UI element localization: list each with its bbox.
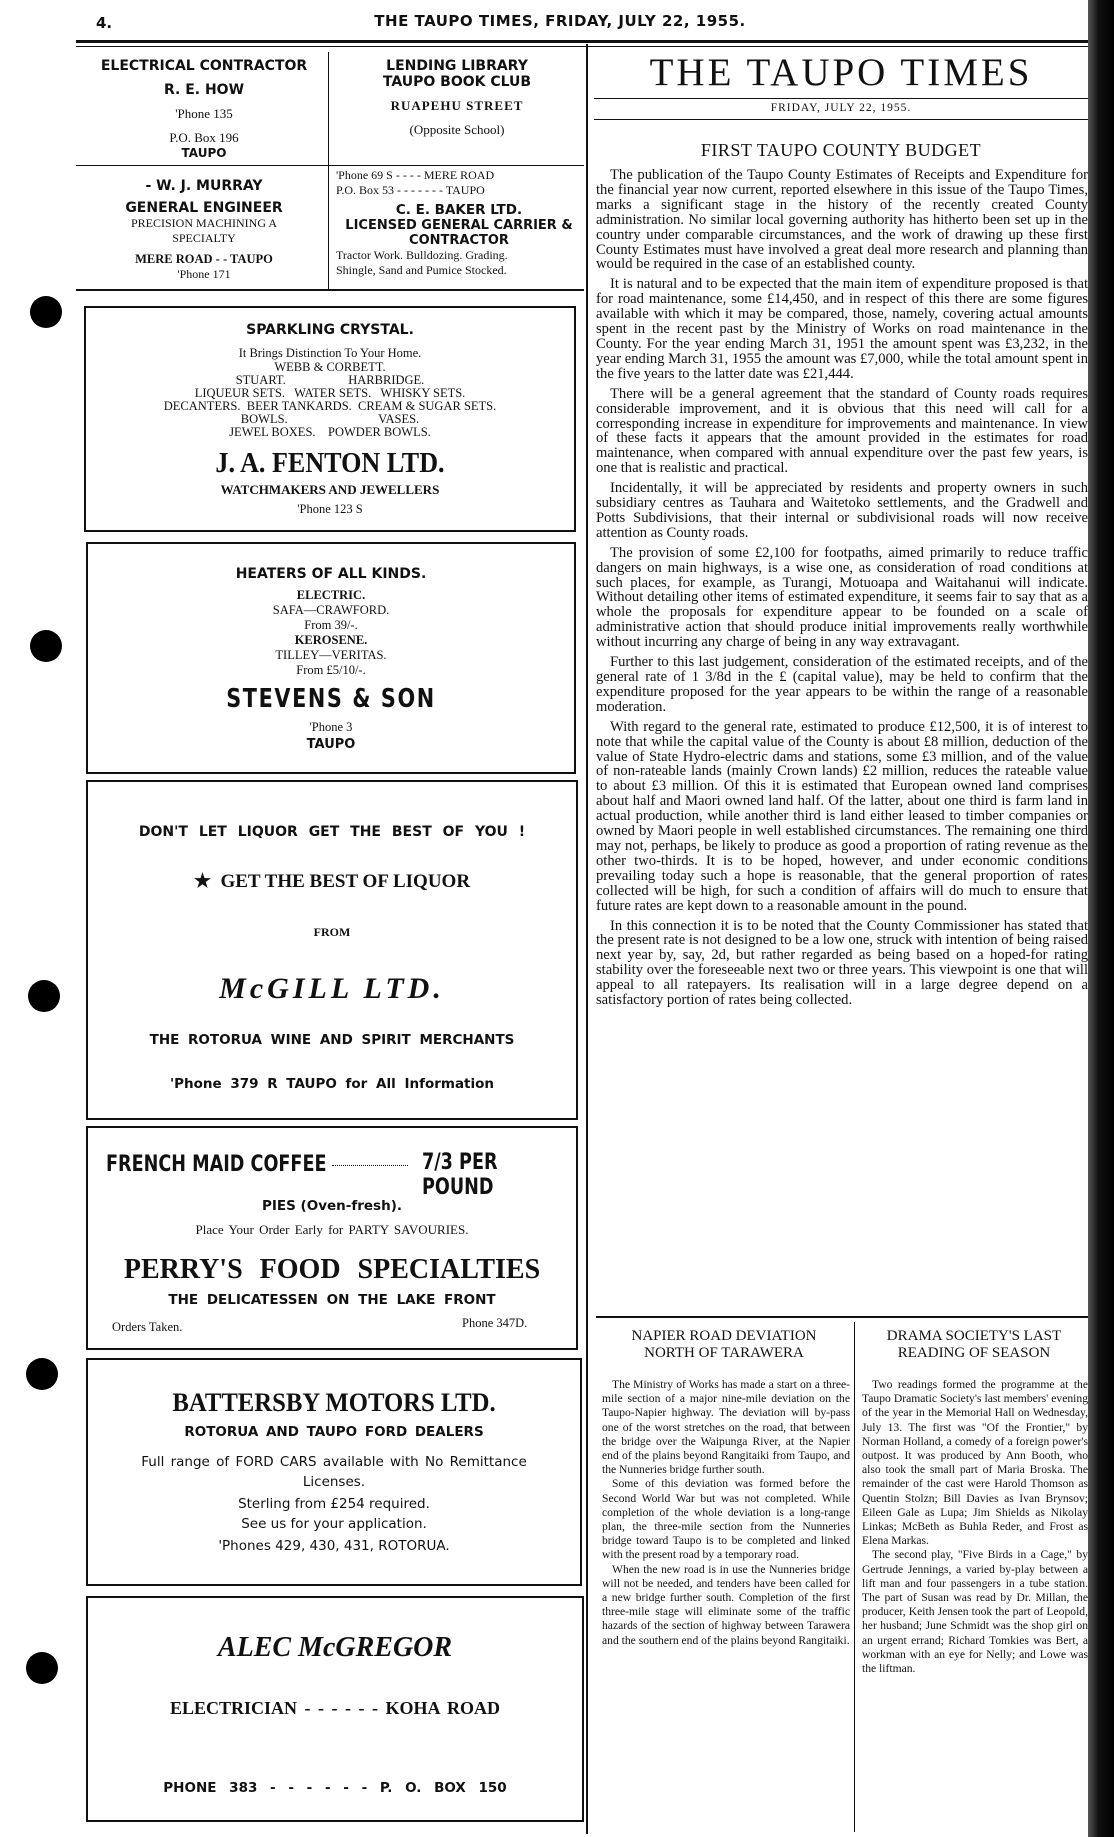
ad-fenton — [84, 306, 576, 532]
ad-line: DON'T LET LIQUOR GET THE BEST OF YOU ! — [138, 824, 526, 840]
ad-price: From £5/10/-. — [296, 663, 366, 677]
ad-pies: PIES (Oven-fresh). — [261, 1198, 402, 1214]
small-ads-bottom-rule — [76, 289, 584, 291]
small-ads-mid-rule — [76, 165, 584, 166]
punch-hole — [30, 296, 62, 328]
ad-town: TAUPO — [306, 737, 356, 752]
paper-title: THE TAUPO TIMES — [649, 51, 1033, 94]
article-paragraph: When the new road is in use the Nunneries bridge will not be needed, and tenders have been called for a new bridge further south. Completion of the first three-mile stage will eliminate some of the traffic hazards of the section of highway between Tarawera and the southern end of the plains beyond Rangitaiki. — [602, 1562, 850, 1647]
punch-hole — [30, 630, 62, 662]
ad-name: - W. J. MURRAY — [145, 178, 263, 194]
ad-services: Tractor Work. Bulldozing. Grading. — [336, 248, 508, 262]
ad-tagline: It Brings Distinction To Your Home. — [238, 346, 422, 360]
ad-line: WEBB & CORBETT. — [274, 360, 386, 374]
top-rule-thin — [76, 46, 1090, 47]
ad-trade: ELECTRICIAN - - - - - - KOHA ROAD — [170, 1698, 500, 1718]
ad-subtitle: TAUPO BOOK CLUB — [382, 74, 532, 90]
article-paragraph: Further to this last judgement, consideration of the estimated receipts, and of the general rate of 1 3/8d in the £ (capital value), may be held to confirm that the expenditure proposed for the year appears to be within the range of a reasonable moderation. — [596, 654, 1088, 715]
ad-headline — [88, 870, 576, 893]
article-paragraph: The Ministry of Works has made a start on a three-mile section of a major nine-mile deviation on the Taupo-Napier highway. The deviation will by-pass one of the worst stretches on the road, that between the bridge over the Waipunga River, at the Napier end of the plains beyond Rangitaiki from Taupo, and the Nunneries bridge further south. — [602, 1378, 850, 1477]
small-ads-divider — [328, 52, 329, 290]
article-paragraph: The second play, "Five Birds in a Cage," by Gertrude Jennings, a varied by-play between a lift man and four passengers in a tube station. The part of Susan was read by Dr. Millan, the producer, Keith Jensen took the part of Leopold, her husband; June Schmidt was the shop girl on an urgent errand; Richard Tomkies was Bert, a workman with an eye for Nelly; and Lowe was the liftman. — [862, 1548, 1088, 1676]
ad-address: MERE ROAD - - TAUPO — [135, 252, 273, 266]
ad-title: GENERAL ENGINEER — [125, 200, 283, 216]
ad-from: FROM — [313, 925, 351, 939]
article-paragraph: With regard to the general rate, estimated to produce £12,500, it is of interest to note that while the capital value of the County is about £8 million, deduction of the value of State Hydro-electric dams and stations, some £3 million, and of the value of non-rateable lands (mainly Crown lands) £2 million, reduces the rateable value to about £3 million. Of this it is estimated that European owned land comprises about half and Maori owned land half. Of the latter, about one third is farm land in actual production, while another third is land either leased to timber companies or owned by Maori people in well established circumstances. The remaining one third may not, perhaps, be likely to produce as good a proportion of rating revenue as the other two-thirds. It is to be hoped, however, and under economic conditions prevailing today such a hope is reasonable, that the general proportion of rates collected will be high, for such a condition of affairs will do much to ensure that future rates are kept down to a reasonable amount in the pound. — [596, 718, 1088, 914]
ad-title: SPARKLING CRYSTAL. — [246, 322, 414, 338]
ad-sub: ROTORUA AND TAUPO FORD DEALERS — [184, 1424, 484, 1440]
editorial-rule — [594, 98, 1088, 99]
ad-line: JEWEL BOXES. POWDER BOWLS. — [229, 425, 431, 439]
article-paragraph: It is natural and to be expected that the main item of expenditure proposed is that for road maintenance, some £14,450, and in respect of this there are some figures available with which it may be compared, those, namely, covering actual amounts spent in the recent past by the Ministry of Works on road maintenance in the County. For the year ending March 31, 1951 the amount spent was £3,232, in the year ending March 31, 1955 the amount was £7,000, while the total amount spent in the five years to the latter date was £21,444. — [596, 276, 1088, 382]
ad-town: TAUPO — [181, 146, 227, 160]
scan-edge-shadow — [1088, 0, 1114, 1837]
news-column-divider — [854, 1322, 855, 1832]
ad-electrical-contractor — [86, 58, 322, 160]
ad-mcgill — [86, 780, 578, 1120]
ad-order: Place Your Order Early for PARTY SAVOURIES. — [195, 1222, 469, 1237]
ad-stevens — [86, 542, 576, 774]
ad-line: STUART. HARBRIDGE. — [235, 373, 425, 387]
editorial-rule-2 — [594, 119, 1088, 120]
ad-lending-library — [334, 58, 580, 138]
ad-line: Sterling from £254 required. — [238, 1496, 430, 1512]
punch-hole — [26, 1652, 58, 1684]
ad-baker — [336, 168, 582, 278]
napier-headline — [598, 1328, 850, 1362]
ad-name: R. E. HOW — [163, 82, 245, 98]
ad-phone: 'Phone 379 R TAUPO for All Information — [169, 1076, 495, 1092]
punch-hole — [28, 980, 60, 1012]
headline-line: NORTH OF TARAWERA — [644, 1345, 804, 1361]
article-paragraph: Incidentally, it will be appreciated by residents and property owners in such subsidiary centres as Tauhara and Waitetoko settlements, and the Gradwell and Potts Subdivisions, that their internal or subdivisional roads will now receive attention as County roads. — [596, 480, 1088, 541]
ad-name: McGILL LTD. — [219, 972, 445, 1005]
top-rule — [76, 40, 1090, 43]
page-number: 4. — [96, 14, 113, 32]
ad-brand: SAFA—CRAWFORD. — [272, 603, 390, 617]
ad-dots — [332, 1165, 408, 1166]
ad-mcgregor — [86, 1596, 584, 1822]
ad-line: SPECIALTY — [172, 231, 236, 245]
headline-line: DRAMA SOCIETY'S LAST — [886, 1328, 1062, 1344]
ad-box: P.O. Box 53 - - - - - - - TAUPO — [336, 183, 485, 197]
ad-phone: 'Phone 123 S — [297, 502, 363, 516]
article-paragraph: Two readings formed the programme at the Taupo Dramatic Society's last members' evening of the year in the Memorial Hall on Wednesday, July 13. The first was "Of the Frontier," by Norman Holland, a comedy of a foreign power's outpost. It was produced by Ann Booth, who also took the small part of Maria Broska. The remainder of the cast were Harold Thomson as Quentin Stolzn; Bill Davies as Ivan Brynsov; Eileen Gale as Lupa; Jim Shields as Nikolay Linkas; McBeth as Buhla Reder, and Frost as Elena Markas. — [862, 1378, 1088, 1548]
ad-sub: THE DELICATESSEN ON THE LAKE FRONT — [168, 1292, 496, 1308]
running-head: THE TAUPO TIMES, FRIDAY, JULY 22, 1955. — [374, 12, 746, 30]
ad-line: DECANTERS. BEER TANKARDS. CREAM & SUGAR SETS. — [163, 399, 497, 413]
article-paragraph: Some of this deviation was formed before the Second World War but was not completed. While completion of the whole deviation is a long-range plan, the three-mile section from the Nunneries bridge toward Taupo is to be completed and linked with the present road by a temporary road. — [602, 1477, 850, 1562]
ad-line: PRECISION MACHINING A — [130, 216, 277, 230]
star-icon: ★ — [193, 871, 211, 892]
ad-title: HEATERS OF ALL KINDS. — [235, 566, 427, 582]
punch-hole — [26, 1358, 58, 1390]
ad-box: P.O. Box 196 — [169, 130, 239, 145]
column-divider — [586, 44, 588, 1834]
ad-murray — [86, 178, 322, 282]
ad-line: BOWLS. VASES. — [240, 412, 420, 426]
ad-line: Licenses. — [302, 1474, 366, 1490]
ad-footer: PHONE 383 - - - - - - P. O. BOX 150 — [163, 1780, 507, 1796]
ad-name: C. E. BAKER LTD. — [395, 202, 523, 218]
ad-orders: Orders Taken. — [112, 1320, 183, 1334]
ad-note: (Opposite School) — [409, 122, 505, 137]
drama-headline — [860, 1328, 1088, 1362]
ad-phone: 'Phone 69 S - - - - MERE ROAD — [336, 168, 495, 182]
ad-battersby — [86, 1358, 582, 1586]
ad-name: PERRY'S FOOD SPECIALTIES — [123, 1254, 541, 1285]
ad-phone: 'Phone 171 — [177, 267, 231, 281]
ad-brand: TILLEY—VERITAS. — [275, 648, 387, 662]
paper-date: FRIDAY, JULY 22, 1955. — [770, 102, 912, 114]
ad-perry — [86, 1126, 578, 1350]
ad-heading: ELECTRIC. — [296, 588, 366, 602]
ad-phone: 'Phone 3 — [309, 720, 353, 734]
drama-article — [862, 1378, 1088, 1830]
ad-coffee: FRENCH MAID COFFEE — [106, 1152, 327, 1177]
ad-title: ELECTRICAL CONTRACTOR — [100, 58, 308, 74]
ad-title: LICENSED GENERAL CARRIER & — [345, 218, 573, 233]
ad-line: Full range of FORD CARS available with No Remittance — [141, 1454, 527, 1470]
ad-trade: THE ROTORUA WINE AND SPIRIT MERCHANTS — [149, 1032, 515, 1048]
ad-name: ALEC McGREGOR — [217, 1632, 453, 1663]
article-end-rule — [596, 1316, 1090, 1318]
ad-phones: 'Phones 429, 430, 431, ROTORUA. — [218, 1538, 450, 1554]
napier-article — [602, 1378, 850, 1830]
ad-name: BATTERSBY MOTORS LTD. — [172, 1388, 496, 1417]
ad-heading: KEROSENE. — [294, 633, 368, 647]
ad-name: J. A. FENTON LTD. — [215, 447, 445, 479]
ad-services: Shingle, Sand and Pumice Stocked. — [336, 263, 507, 277]
headline-line: READING OF SEASON — [897, 1345, 1051, 1361]
ad-price: 7/3 PER POUND — [422, 1150, 498, 1200]
article-paragraph: In this connection it is to be noted that the County Commissioner has stated that the present rate is not designed to be a low one, struck with intention of being raised next year by, say, 2d, but rather regarded as being based on a hoped-for rating stability over the foreseeable next two or three years. This viewpoint is one that will appeal to all ratepayers. Its realisation will in a large degree depend on a satisfactory portion of rates being collected. — [596, 917, 1088, 1009]
ad-name: STEVENS & SON — [226, 684, 436, 714]
ad-title: CONTRACTOR — [409, 233, 509, 248]
budget-headline: FIRST TAUPO COUNTY BUDGET — [700, 140, 982, 160]
budget-article — [596, 168, 1088, 1305]
ad-headline-text: GET THE BEST OF LIQUOR — [220, 871, 471, 892]
ad-line: LIQUEUR SETS. WATER SETS. WHISKY SETS. — [194, 386, 466, 400]
ad-price: From 39/-. — [304, 618, 358, 632]
ad-street: RUAPEHU STREET — [390, 98, 524, 113]
ad-line: See us for your application. — [241, 1516, 427, 1532]
ad-phone: 'Phone 135 — [175, 106, 233, 121]
ad-trade: WATCHMAKERS AND JEWELLERS — [220, 482, 440, 497]
headline-line: NAPIER ROAD DEVIATION — [631, 1328, 817, 1344]
article-paragraph: The publication of the Taupo County Estimates of Receipts and Expenditure for the financial year now current, reported elsewhere in this issue of the Taupo Times, marks a significant stage in the history of the recently created County administration. No similar local governing authority has hitherto been set up in the country under comparable circumstances, and the work of drawing up these first County Estimates must have involved a great deal more research and planning than would be required in the case of an established county. — [596, 168, 1088, 273]
ad-phone: Phone 347D. — [462, 1316, 528, 1330]
article-paragraph: There will be a general agreement that the standard of County roads requires considerable improvement, and it is obvious that this need will call for a corresponding increase in expenditure for improvements and maintenance. In view of these facts it appears that the amount provided in the estimates for road maintenance, when compared with annual expenditure over the past few years, is one that is realistic and practical. — [596, 385, 1088, 477]
ad-title: LENDING LIBRARY — [386, 58, 528, 74]
article-paragraph: The provision of some £2,100 for footpaths, aimed primarily to reduce traffic dangers on main highways, is a wise one, as consideration of road conditions at such places, for example, as Turangi, Motuoapa and Waitahanui will indicate. Without detailing other items of estimated expenditure, it seems fair to say that as a whole the proposals for expenditure appear to be founded on a scale of administrative action that should produce initial improvements really worthwhile without incurring any charge of being in any way extravagant. — [596, 544, 1088, 651]
